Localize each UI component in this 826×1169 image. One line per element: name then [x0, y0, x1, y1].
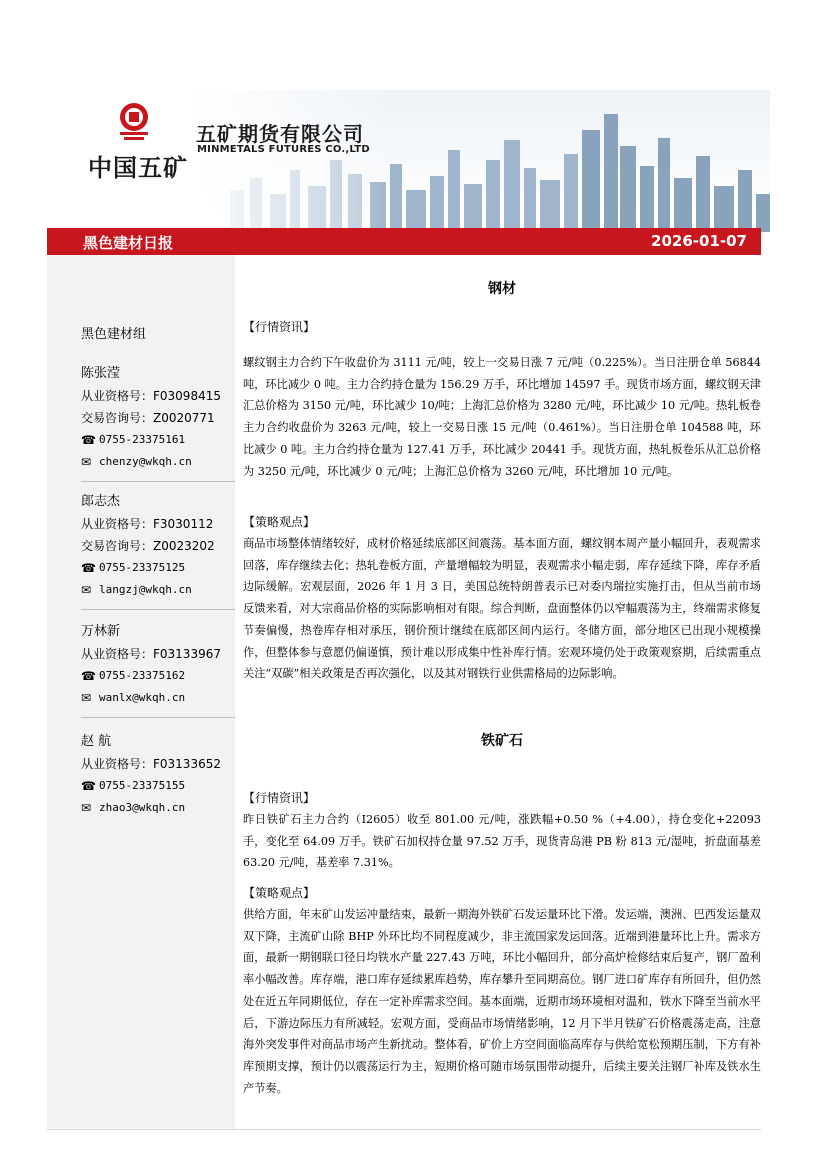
iron-ore-news-text: 昨日铁矿石主力合约（I2605）收至 801.00 元/吨，涨跌幅+0.50 %（+4.00），持仓变化+22093 手，变化至 64.09 万手。铁矿石加权持仓量 97.52 万手，现货青岛港 PB 粉 813 元/湿吨，折盘面基差 63.20 元/吨，基差率 7.31%。: [243, 813, 761, 870]
iron-ore-section-title: 铁矿石: [481, 733, 523, 749]
analyst-email[interactable]: zhao3@wkqh.cn: [99, 801, 186, 814]
iron-ore-view-text: 供给方面，年末矿山发运冲量结束，最新一期海外铁矿石发运量环比下滑。发运端，澳洲、巴西发运量双双下降，主流矿山除 BHP 外环比均不同程度减少，非主流国家发运回落。近端到港量环比上升。需求方面，最新一期钢联口径日均铁水产量 227.43 万吨，环比小幅回升，部分高炉检修结束后复产，钢厂盈利率小幅改善。库存端，港口库存延续累库趋势，库存攀升至同期高位。钢厂进口矿库存有所回升，但仍然处在近五年同期低位，存在一定补库需求空间。基本面端，近期市场环境相对温和，铁水下降至当前水平后，下游边际压力有所减轻。宏观方面，受商品市场情绪影响，12 月下半月铁矿石价格震荡走高，注意海外突发事件对商品市场产生新扰动。整体看，矿价上方空间面临高库存与供给宽松预期压制，下方有补库预期支撑，预计仍以震荡运行为主，短期价格可随市场氛围带动提升，后续主要关注钢厂补库及铁水生产节奏。: [243, 908, 761, 1095]
report-header: [0, 0, 826, 232]
team-name: 黑色建材组: [81, 327, 147, 342]
analyst-name: 陈张滢: [81, 366, 121, 381]
steel-news-block: [243, 316, 761, 482]
analyst-phone: 0755-23375125: [99, 561, 186, 574]
analyst-name: 万林新: [81, 624, 121, 639]
phone-icon: ☎: [81, 433, 96, 447]
divider: [81, 609, 235, 610]
iron-ore-view-block: [243, 882, 761, 1099]
steel-view-block: [243, 511, 761, 685]
company-name-cn: 五矿期货有限公司: [196, 122, 364, 146]
market-news-tag: 【行情资讯】: [243, 791, 316, 805]
divider: [81, 717, 235, 718]
steel-view-text: 商品市场整体情绪较好，成材价格延续底部区间震荡。基本面方面，螺纹钢本周产量小幅回升，表观需求回落，库存继续去化；热轧卷板方面，产量增幅较为明显，表观需求小幅走弱，库存延续下降，库存矛盾边际缓解。宏观层面，2026 年 1 月 3 日，美国总统特朗普表示已对委内瑞拉实施打击，但从当前市场反馈来看，对大宗商品价格的实际影响相对有限。综合判断，盘面整体仍以窄幅震荡为主，终端需求修复节奏偏慢，热卷库存相对承压，钢价预计继续在底部区间内运行。冬储方面，部分地区已出现小规模操作，但整体参与意愿仍偏谨慎，预计难以形成集中性补库行情。宏观环境仍处于政策观察期，后续需重点关注“双碳”相关政策是否再次强化，以及其对钢铁行业供需格局的边际影响。: [243, 537, 761, 681]
qualification-number: 从业资格号：F3030112: [81, 517, 214, 531]
analyst-phone: 0755-23375161: [99, 433, 186, 446]
footer-divider: [47, 1129, 761, 1130]
phone-icon: ☎: [81, 779, 96, 793]
qualification-number: 从业资格号：F03098415: [81, 389, 221, 403]
steel-news-text: 螺纹钢主力合约下午收盘价为 3111 元/吨，较上一交易日涨 7 元/吨（0.225%）。当日注册仓单 56844 吨，环比减少 0 吨。主力合约持仓量为 156.29 万手，环比增加 14597 手。现货市场方面，螺纹钢天津汇总价格为 3150 元/吨，环比减少 10/吨；上海汇总价格为 3280 元/吨，环比减少 10 元/吨。热轧板卷主力合约收盘价为 3263 元/吨，较上一交易日涨 15 元/吨（0.461%）。当日注册仓单 104588 吨，环比减少 0 吨。主力合约持仓量为 127.41 万手，环比减少 20441 手。现货方面，热轧板卷乐从汇总价格为 3250 元/吨，环比减少 0 元/吨；上海汇总价格为 3260 元/吨，环比增加 10 元/吨。: [243, 356, 761, 478]
divider: [81, 481, 235, 482]
consult-number: 交易咨询号：Z0020771: [81, 411, 215, 425]
report-banner: [47, 228, 761, 255]
steel-section-title: 钢材: [488, 281, 516, 297]
brand-name-cn: 中国五矿: [88, 154, 188, 182]
analyst-phone: 0755-23375162: [99, 669, 186, 682]
market-news-tag: 【行情资讯】: [243, 320, 316, 334]
minmetals-emblem-icon: [116, 102, 152, 142]
analyst-card: [81, 731, 221, 819]
mail-icon: ✉: [81, 455, 92, 469]
analyst-card: [81, 363, 235, 482]
analyst-card: [81, 491, 235, 610]
consult-number: 交易咨询号：Z0023202: [81, 539, 215, 553]
analyst-email[interactable]: langzj@wkqh.cn: [99, 583, 192, 596]
qualification-number: 从业资格号：F03133652: [81, 757, 221, 771]
phone-icon: ☎: [81, 669, 96, 683]
company-name-en: MINMETALS FUTURES CO.,LTD: [197, 144, 370, 155]
qualification-number: 从业资格号：F03133967: [81, 647, 221, 661]
strategy-view-tag: 【策略观点】: [243, 886, 316, 900]
analyst-card: [81, 621, 235, 718]
analyst-sidebar: [47, 255, 235, 1129]
mail-icon: ✉: [81, 801, 92, 815]
analyst-name: 赵 航: [81, 734, 112, 749]
mail-icon: ✉: [81, 691, 92, 705]
mail-icon: ✉: [81, 583, 92, 597]
analyst-phone: 0755-23375155: [99, 779, 186, 792]
analyst-name: 郎志杰: [81, 494, 121, 509]
phone-icon: ☎: [81, 561, 96, 575]
report-title: 黑色建材日报: [83, 234, 174, 252]
analyst-email[interactable]: wanlx@wkqh.cn: [99, 691, 186, 704]
strategy-view-tag: 【策略观点】: [243, 515, 316, 529]
analyst-email[interactable]: chenzy@wkqh.cn: [99, 455, 192, 468]
iron-ore-news-block: [243, 787, 761, 874]
city-skyline-image: [190, 90, 770, 232]
report-date: 2026-01-07: [651, 232, 747, 250]
